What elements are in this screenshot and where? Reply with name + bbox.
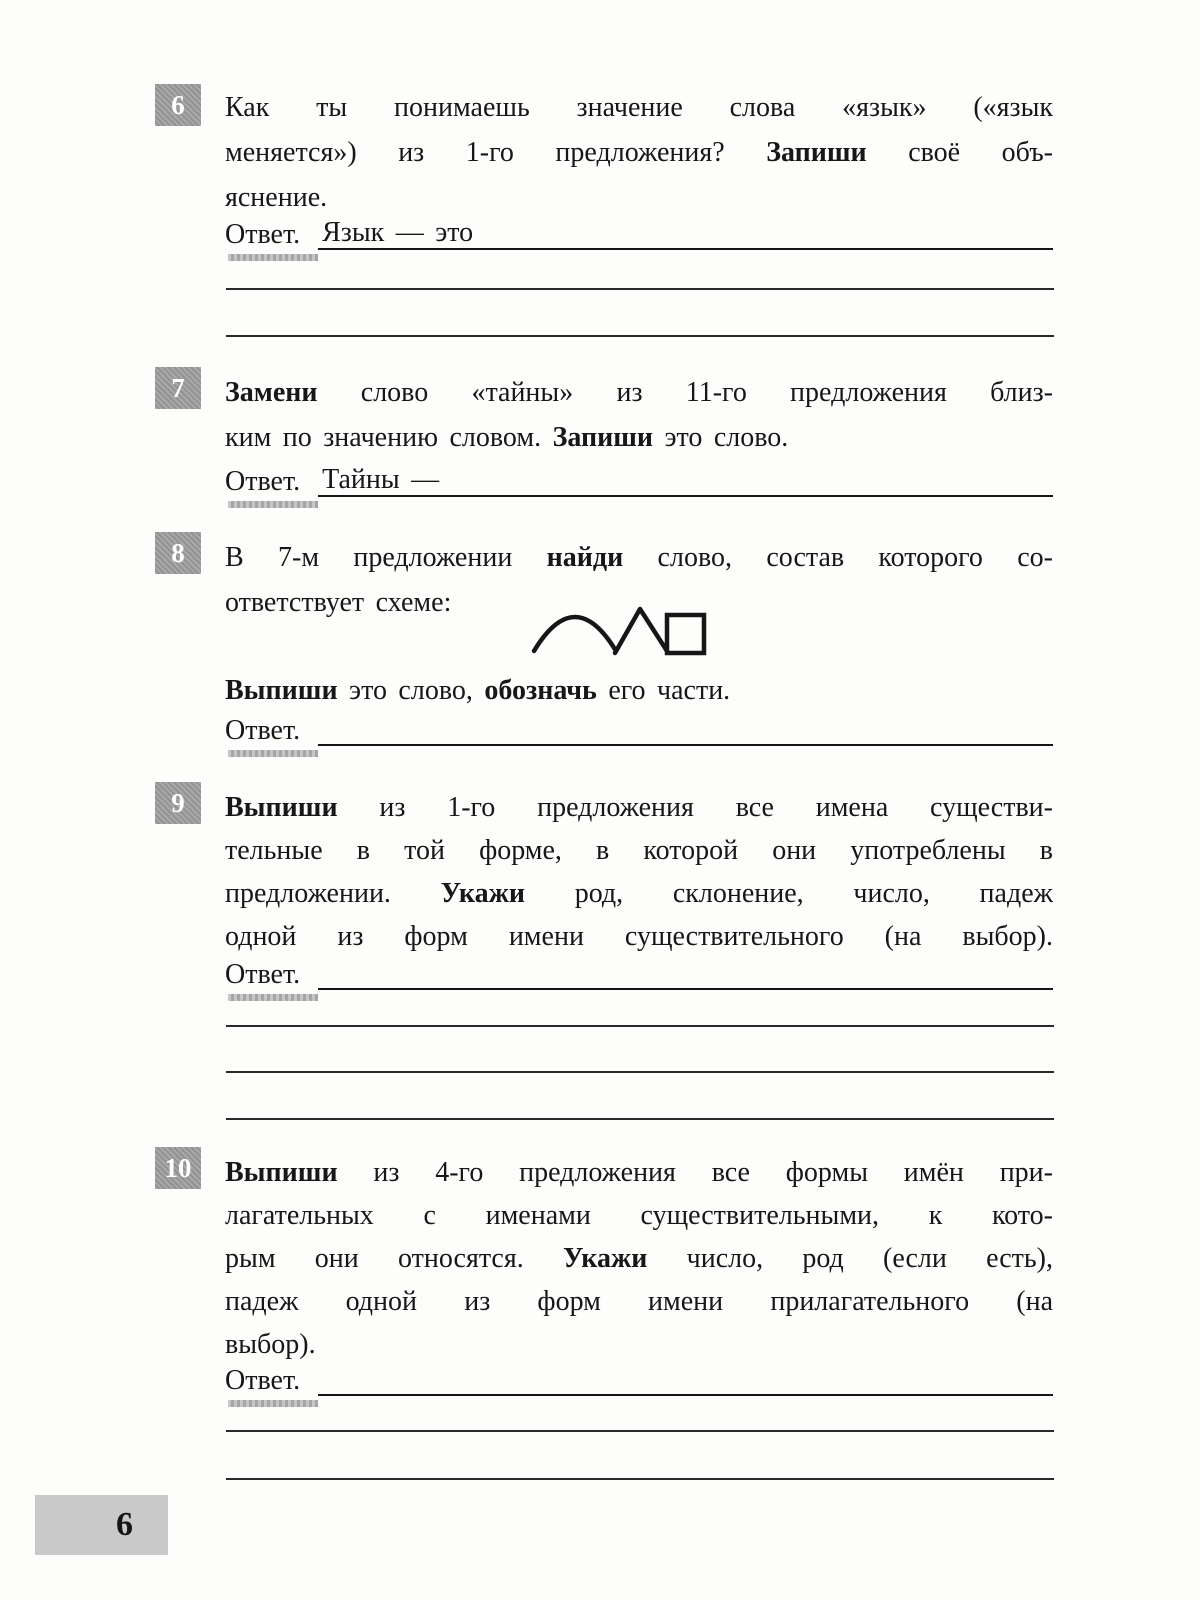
blank-write-line <box>226 1118 1054 1120</box>
task-text-line: падеж одной из форм имени прилагательного (на <box>225 1286 1053 1317</box>
task-text-line: меняется») из 1-го предложения? Запиши своё объ- <box>225 137 1053 168</box>
root-arc-icon <box>534 617 616 651</box>
answer-label: Ответ. <box>225 466 301 497</box>
task-text-line: Выпиши это слово, обозначь его части. <box>225 675 731 706</box>
answer-marker-strip <box>228 994 318 1001</box>
task-text-line: выбор). <box>225 1329 316 1360</box>
task-text-line: ответствует схеме: <box>225 587 452 618</box>
task-text-line: лагательных с именами существительными, к кото- <box>225 1200 1053 1231</box>
answer-write-line <box>318 744 1053 746</box>
answer-write-line <box>318 465 1053 497</box>
answer-marker-strip <box>228 501 318 508</box>
answer-marker-strip <box>228 750 318 757</box>
task-text-line: ким по значению словом. Запиши это слово. <box>225 422 789 453</box>
task-text-line: Как ты понимаешь значение слова «язык» («язык <box>225 92 1053 123</box>
page-number-badge: 6 <box>35 1495 168 1555</box>
task-text-line: Выпиши из 4-го предложения все формы имён при- <box>225 1157 1053 1188</box>
blank-write-line <box>226 288 1054 290</box>
task-text-line: яснение. <box>225 182 328 213</box>
answer-prefix: Язык — это <box>322 217 474 248</box>
answer-row <box>225 216 1053 250</box>
answer-marker-strip <box>228 254 318 261</box>
answer-row <box>225 712 1053 746</box>
task-number-badge: 10 <box>155 1147 201 1189</box>
task-text-line: В 7-м предложении найди слово, состав которого со- <box>225 542 1053 573</box>
answer-write-line <box>318 1394 1053 1396</box>
task-number-badge: 8 <box>155 532 201 574</box>
blank-write-line <box>226 1478 1054 1480</box>
answer-row <box>225 463 1053 497</box>
blank-write-line <box>226 1025 1054 1027</box>
blank-write-line <box>226 1430 1054 1432</box>
blank-write-line <box>226 1071 1054 1073</box>
answer-label: Ответ. <box>225 219 301 250</box>
task-text-line: одной из форм имени существительного (на выбор). <box>225 921 1053 952</box>
task-text-line: Замени слово «тайны» из 11-го предложения близ- <box>225 377 1053 408</box>
answer-write-line <box>318 218 1053 250</box>
answer-marker-strip <box>228 1400 318 1407</box>
task-number-badge: 6 <box>155 84 201 126</box>
word-composition-scheme <box>528 601 708 659</box>
answer-write-line <box>318 988 1053 990</box>
task-text-line: рым они относятся. Укажи число, род (если есть), <box>225 1243 1053 1274</box>
answer-label: Ответ. <box>225 715 301 746</box>
task-number-badge: 9 <box>155 782 201 824</box>
answer-prefix: Тайны — <box>322 464 440 495</box>
ending-square-icon <box>667 615 704 653</box>
answer-label: Ответ. <box>225 959 301 990</box>
answer-row <box>225 1362 1053 1396</box>
task-text-line: предложении. Укажи род, склонение, число, падеж <box>225 878 1053 909</box>
task-text-line: тельные в той форме, в которой они употреблены в <box>225 835 1053 866</box>
answer-label: Ответ. <box>225 1365 301 1396</box>
suffix-caret-icon <box>615 609 667 653</box>
task-text-line: Выпиши из 1-го предложения все имена существи- <box>225 792 1053 823</box>
answer-row <box>225 956 1053 990</box>
task-number-badge: 7 <box>155 367 201 409</box>
blank-write-line <box>226 335 1054 337</box>
